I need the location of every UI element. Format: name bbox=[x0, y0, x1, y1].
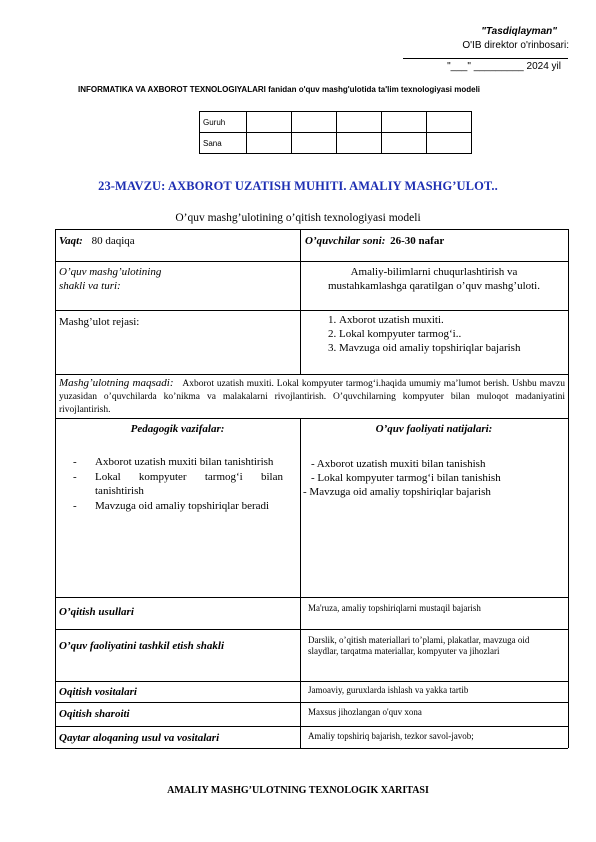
result-item: - Mavzuga oid amaliy topshiriqlar bajarish bbox=[303, 486, 491, 498]
time-value: 80 daqiqa bbox=[91, 235, 135, 247]
students-label: O’quvchilar soni: bbox=[305, 235, 386, 247]
document-header: INFORMATIKA VA AXBOROT TEXNOLOGIYALARI fanidan o'quv mashg'ulotida ta'lim texnologiyasi modeli bbox=[78, 85, 481, 94]
results-list bbox=[303, 457, 541, 499]
plan-item: 2. Lokal kompyuter tarmog‘i.. bbox=[339, 327, 545, 341]
time-cell bbox=[59, 234, 135, 248]
feedback-value: Amaliy topshiriq bajarish, tezkor savol-javob; bbox=[308, 731, 474, 741]
methods-value: Ma'ruza, amaliy topshiriqlarni mustaqil bajarish bbox=[308, 603, 481, 613]
tasks-list bbox=[73, 455, 283, 514]
date-cell bbox=[337, 133, 382, 154]
model-subtitle: O’quv mashg’ulotining o’qitish texnologiyasi modeli bbox=[175, 212, 421, 224]
conditions-value: Maxsus jihozlangan o'quv xona bbox=[308, 707, 422, 717]
table-border bbox=[55, 748, 568, 749]
table-border bbox=[300, 229, 301, 374]
task-item: - Mavzuga oid amaliy topshiriqlar beradi bbox=[73, 499, 283, 513]
table-border bbox=[55, 629, 568, 630]
group-cell bbox=[337, 112, 382, 133]
date-cell bbox=[292, 133, 337, 154]
footer-title: AMALIY MASHG’ULOTNING TEXNOLOGIK XARITASI bbox=[167, 785, 429, 796]
group-row bbox=[200, 112, 472, 133]
date-label: Sana bbox=[200, 133, 247, 154]
table-border bbox=[55, 229, 56, 748]
table-border bbox=[55, 681, 568, 682]
task-item: - Lokal kompyuter tarmog‘i bilan tanishtirish bbox=[73, 470, 283, 498]
result-item: - Lokal kompyuter tarmog‘i bilan tanishish bbox=[311, 472, 501, 484]
table-border bbox=[568, 229, 569, 748]
tasks-items bbox=[73, 455, 283, 513]
form-label bbox=[59, 265, 161, 293]
table-border bbox=[55, 229, 568, 230]
group-label: Guruh bbox=[200, 112, 247, 133]
table-border bbox=[55, 374, 568, 375]
table-border bbox=[55, 261, 568, 262]
table-border bbox=[55, 726, 568, 727]
time-label: Vaqt: bbox=[59, 235, 83, 247]
plan-item: 1. Axborot uzatish muxiti. bbox=[339, 313, 545, 327]
signature-line bbox=[403, 58, 568, 59]
form-value: Amaliy-bilimlarni chuqurlashtirish va mustahkamlashga qaratilgan o’quv mashg’uloti. bbox=[327, 266, 540, 292]
table-border bbox=[55, 597, 568, 598]
group-cell bbox=[247, 112, 292, 133]
date-cell bbox=[382, 133, 427, 154]
tasks-title: Pedagogik vazifalar: bbox=[130, 423, 225, 435]
form-label-line2: shakli va turi: bbox=[59, 280, 121, 292]
goal-text: Axborot uzatish muxiti. Lokal kompyuter tarmog‘i.haqida umumiy ma’lumot berish. Ushbu mavzu yuzasidan o’quvchilarda ko’nikma va malakalarni rivojlantirish. O’quvchilarning kompyuter bilan muloqot madaniyatini rivojlantirish. bbox=[59, 379, 566, 415]
form-label-line1: O’quv mashg’ulotining bbox=[59, 266, 162, 278]
plan-items bbox=[305, 313, 545, 355]
group-cell bbox=[382, 112, 427, 133]
group-cell bbox=[427, 112, 472, 133]
conditions-label: Oqitish sharoiti bbox=[59, 708, 130, 720]
group-cell bbox=[292, 112, 337, 133]
group-date-table bbox=[199, 111, 472, 154]
goal-label: Mashg’ulotning maqsadi: bbox=[59, 377, 174, 389]
date-row bbox=[200, 133, 472, 154]
methods-label: O’qitish usullari bbox=[59, 606, 134, 618]
students-cell bbox=[305, 234, 444, 248]
organization-label: O’quv faoliyatini tashkil etish shakli bbox=[59, 640, 225, 652]
table-border bbox=[55, 702, 568, 703]
goal-cell bbox=[59, 377, 565, 417]
date-cell bbox=[247, 133, 292, 154]
approval-title: "Tasdiqlayman" bbox=[481, 26, 557, 37]
results-title: O’quv faoliyati natijalari: bbox=[375, 423, 493, 435]
students-value: 26-30 nafar bbox=[390, 235, 445, 247]
topic-title: 23-MAVZU: AXBOROT UZATISH MUHITI. AMALIY MASHG’ULOT.. bbox=[98, 179, 498, 193]
table-border bbox=[55, 310, 568, 311]
plan-list bbox=[305, 313, 545, 355]
tools-label: Oqitish vositalari bbox=[59, 686, 137, 698]
approval-position: O'IB direktor o'rinbosari: bbox=[462, 40, 569, 51]
date-cell bbox=[427, 133, 472, 154]
plan-label: Mashg’ulot rejasi: bbox=[59, 316, 140, 328]
table-border bbox=[55, 418, 568, 419]
organization-value: Darslik, o’qitish materiallari to’plami, plakatlar, mavzuga oid slaydlar, tarqatma materiallar, kompyuter va jihozlari bbox=[308, 635, 530, 656]
feedback-label: Qaytar aloqaning usul va vositalari bbox=[59, 732, 220, 744]
plan-item: 3. Mavzuga oid amaliy topshiriqlar bajarish bbox=[339, 341, 545, 355]
result-item: - Axborot uzatish muxiti bilan tanishish bbox=[311, 458, 486, 470]
tools-value: Jamoaviy, guruxlarda ishlash va yakka tartib bbox=[308, 685, 469, 695]
approval-date: "___" _________ 2024 yil bbox=[447, 61, 561, 72]
table-border bbox=[300, 418, 301, 748]
task-item: - Axborot uzatish muxiti bilan tanishtirish bbox=[73, 455, 283, 469]
